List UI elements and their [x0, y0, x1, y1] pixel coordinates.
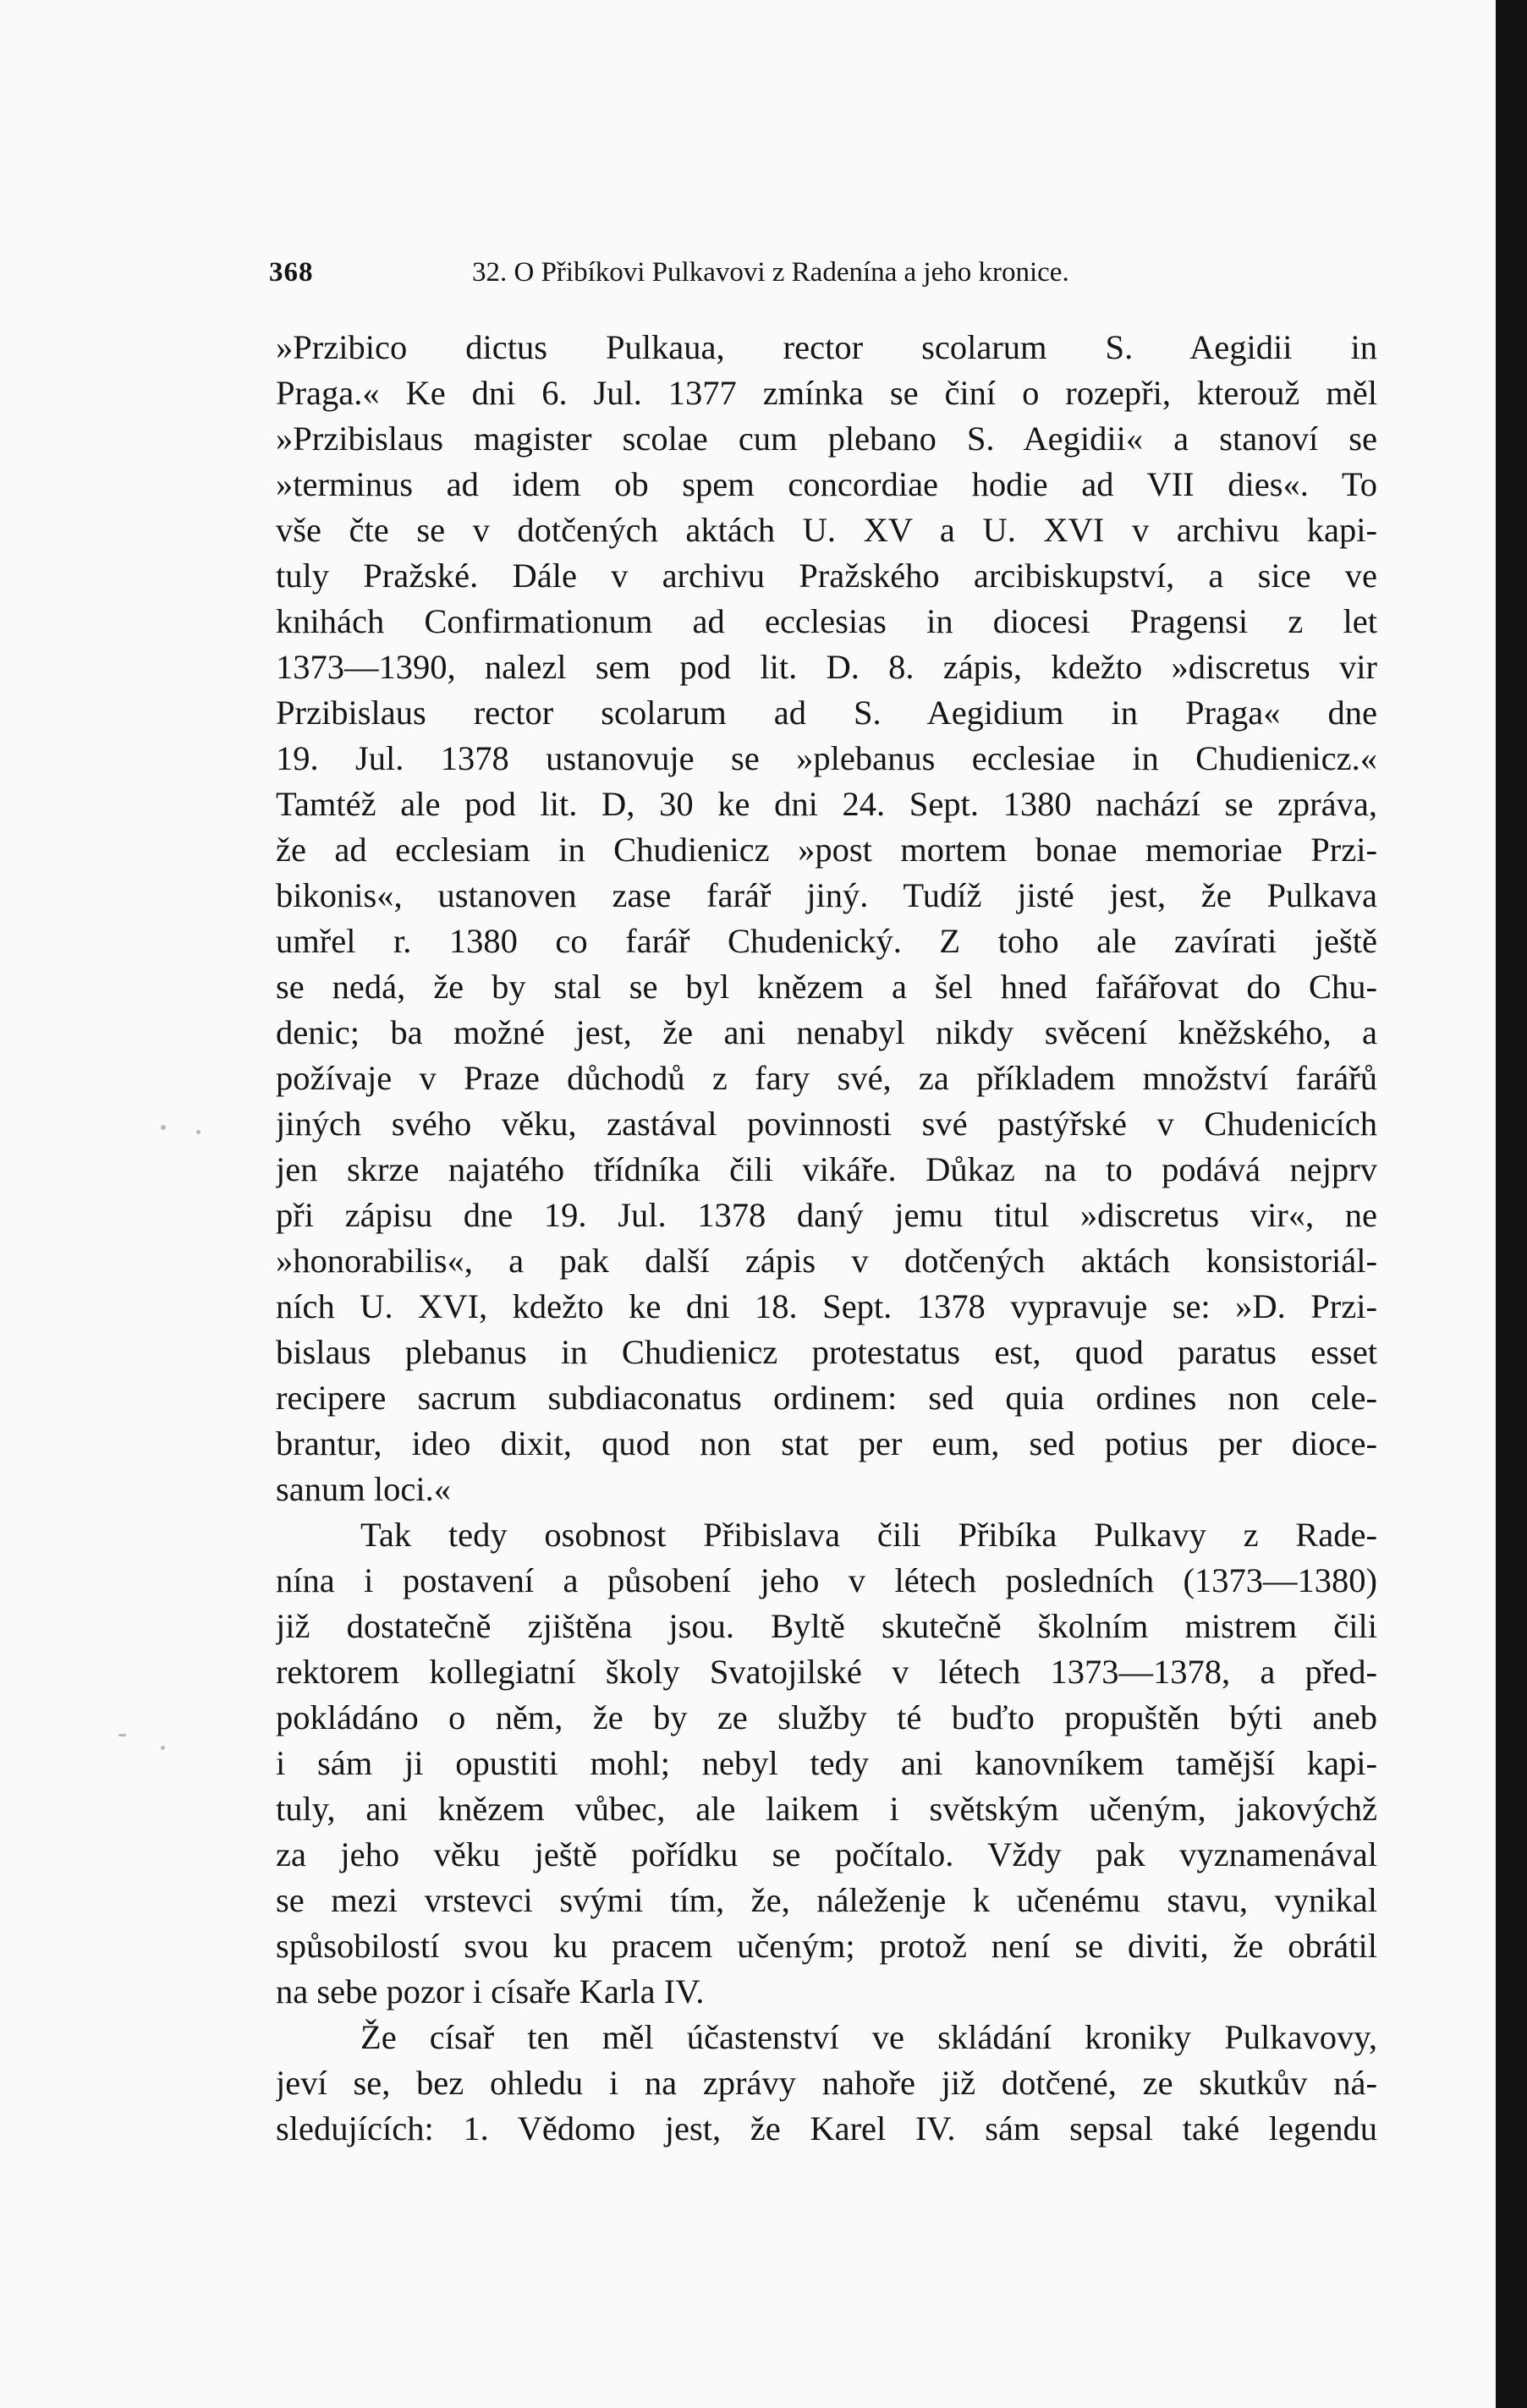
- text-line: recipere sacrum subdiaconatus ordinem: sed quia ordines non cele-: [276, 1379, 1377, 1417]
- scan-border: [1496, 0, 1527, 2408]
- text-line: Tamtéž ale pod lit. D, 30 ke dni 24. Sept. 1380 nachází se zpráva,: [276, 785, 1377, 823]
- text-line: 19. Jul. 1378 ustanovuje se »plebanus ecclesiae in Chudienicz.«: [276, 739, 1377, 777]
- text-line: Že císař ten měl účastenství ve skládání kroniky Pulkavovy,: [360, 2018, 1377, 2056]
- text-line: že ad ecclesiam in Chudienicz »post mortem bonae memoriae Przi-: [276, 831, 1377, 869]
- text-line: pokládáno o něm, že by ze služby té buďto propuštěn býti aneb: [276, 1698, 1377, 1736]
- text-line: sledujících: 1. Vědomo jest, že Karel IV. sám sepsal také legendu: [276, 2109, 1377, 2147]
- text-line: umřel r. 1380 co farář Chudenický. Z toho ale zavírati ještě: [276, 922, 1377, 960]
- text-line: jen skrze najatého třídníka čili vikáře. Důkaz na to podává nejprv: [276, 1150, 1377, 1188]
- paragraph-3: [276, 2015, 1377, 2152]
- text-line: »Przibico dictus Pulkaua, rector scolarum S. Aegidii in: [276, 328, 1377, 366]
- text-line: rektorem kollegiatní školy Svatojilské v létech 1373—1378, a před-: [276, 1653, 1377, 1691]
- text-line: i sám ji opustiti mohl; nebyl tedy ani kanovníkem tamější kapi-: [276, 1744, 1377, 1782]
- text-line: Praga.« Ke dni 6. Jul. 1377 zmínka se činí o rozepři, kterouž měl: [276, 374, 1377, 412]
- page-header: [269, 257, 1360, 298]
- text-line: Przibislaus rector scolarum ad S. Aegidium in Praga« dne: [276, 694, 1377, 732]
- body-text: [276, 325, 1377, 2152]
- text-line: »honorabilis«, a pak další zápis v dotčených aktách konsistoriál-: [276, 1242, 1377, 1280]
- text-line: spůsobilostí svou ku pracem učeným; protož není se diviti, že obrátil: [276, 1927, 1377, 1965]
- scan-speck: [196, 1130, 200, 1134]
- text-line: tuly Pražské. Dále v archivu Pražského arcibiskupství, a sice ve: [276, 557, 1377, 595]
- text-line: vše čte se v dotčených aktách U. XV a U. XVI v archivu kapi-: [276, 511, 1377, 549]
- text-line: jeví se, bez ohledu i na zprávy nahoře již dotčené, ze skutkův ná-: [276, 2064, 1377, 2102]
- text-line: na sebe pozor i císaře Karla IV.: [276, 1972, 705, 2010]
- text-line: jiných svého věku, zastával povinnosti své pastýřské v Chudenicích: [276, 1105, 1377, 1143]
- text-line: ních U. XVI, kdežto ke dni 18. Sept. 1378 vypravuje se: »D. Przi-: [276, 1287, 1377, 1325]
- scan-speck: [161, 1125, 166, 1130]
- text-line: Tak tedy osobnost Přibislava čili Přibíka Pulkavy z Rade-: [360, 1516, 1377, 1554]
- text-line: knihách Confirmationum ad ecclesias in diocesi Pragensi z let: [276, 602, 1377, 640]
- text-line: bislaus plebanus in Chudienicz protestatus est, quod paratus esset: [276, 1333, 1377, 1371]
- text-line: »terminus ad idem ob spem concordiae hodie ad VII dies«. To: [276, 465, 1377, 503]
- scan-speck: [118, 1734, 126, 1736]
- text-line: brantur, ideo dixit, quod non stat per eum, sed potius per dioce-: [276, 1424, 1377, 1462]
- text-line: denic; ba možné jest, že ani nenabyl nikdy svěcení kněžského, a: [276, 1013, 1377, 1051]
- text-line: 1373—1390, nalezl sem pod lit. D. 8. zápis, kdežto »discretus vir: [276, 648, 1377, 686]
- text-line: se mezi vrstevci svými tím, že, náleženje k učenému stavu, vynikal: [276, 1881, 1377, 1919]
- paragraph-2: [276, 1512, 1377, 2015]
- text-line: bikonis«, ustanoven zase farář jiný. Tudíž jisté jest, že Pulkava: [276, 876, 1377, 914]
- text-line: tuly, ani knězem vůbec, ale laikem i světským učeným, jakovýchž: [276, 1790, 1377, 1828]
- text-line: »Przibislaus magister scolae cum plebano S. Aegidii« a stanoví se: [276, 420, 1377, 458]
- paragraph-1: [276, 325, 1377, 1512]
- text-line: již dostatečně zjištěna jsou. Byltě skutečně školním mistrem čili: [276, 1607, 1377, 1645]
- text-line: při zápisu dne 19. Jul. 1378 daný jemu titul »discretus vir«, ne: [276, 1196, 1377, 1234]
- scan-speck: [161, 1746, 165, 1750]
- text-line: sanum loci.«: [276, 1470, 451, 1508]
- page-number: 368: [269, 257, 314, 288]
- text-line: za jeho věku ještě pořídku se počítalo. Vždy pak vyznamenával: [276, 1835, 1377, 1873]
- text-line: požívaje v Praze důchodů z fary své, za příkladem množství farářů: [276, 1059, 1377, 1097]
- text-line: se nedá, že by stal se byl knězem a šel hned fařářovat do Chu-: [276, 968, 1377, 1006]
- text-line: nína i postavení a působení jeho v létech posledních (1373—1380): [276, 1561, 1377, 1599]
- running-title: 32. O Přibíkovi Pulkavovi z Radenína a jeho kronice.: [472, 257, 1069, 288]
